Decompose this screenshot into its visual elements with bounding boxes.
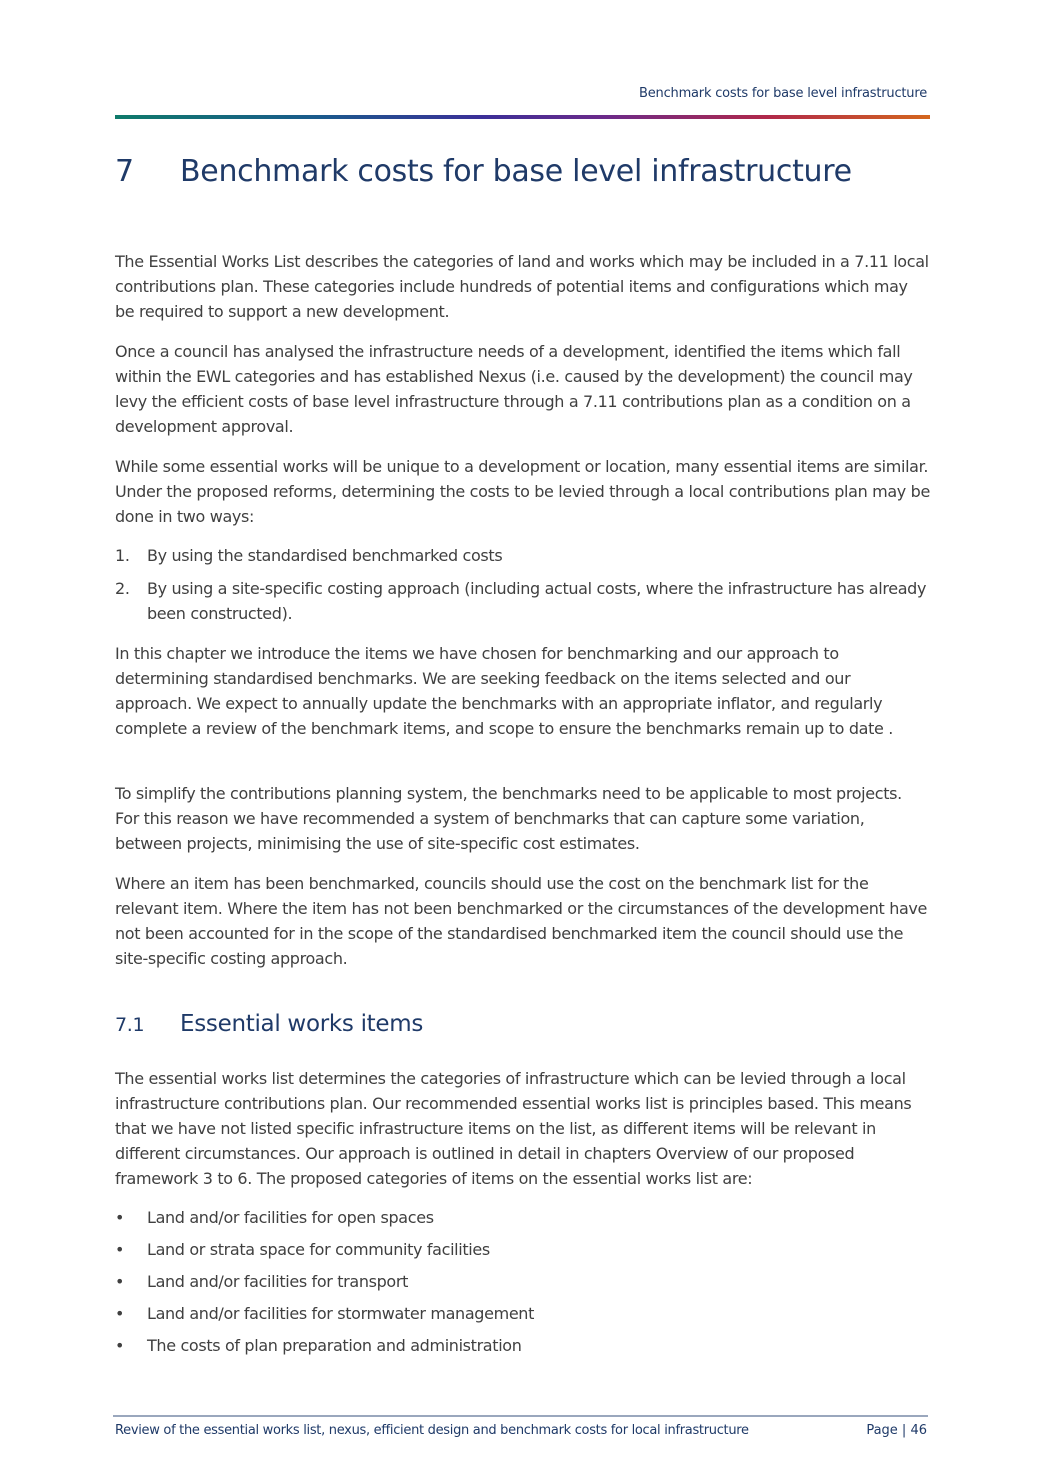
list-item bbox=[115, 1333, 930, 1358]
list-marker: 2. bbox=[115, 579, 130, 598]
paragraph-1: The Essential Works List describes the categories of land and works which may be included in a 7.11 local contributions plan. These categories include hundreds of potential items and configurations which may be required to support a new development. bbox=[115, 252, 929, 321]
paragraph-4: In this chapter we introduce the items we have chosen for benchmarking and our approach to determining standardised benchmarks. We are seeking feedback on the items selected and our approach. We expect to annually update the benchmarks with an appropriate inflator, and regularly complete a review of the benchmark items, and scope to ensure the benchmarks remain up to date . bbox=[115, 644, 893, 738]
list-item bbox=[115, 1269, 930, 1294]
list-item-text: By using a site-specific costing approach (including actual costs, where the infrastructure has already been constructed). bbox=[147, 579, 927, 623]
bullet-marker: • bbox=[115, 1208, 125, 1227]
section-paragraph: The essential works list determines the categories of infrastructure which can be levied through a local infrastructure contributions plan. Our recommended essential works list is principles based. This means that we have not listed specific infrastructure items on the list, as different items will be relevant in different circumstances. Our approach is outlined in detail in chapters Overview of our proposed framework 3 to 6. The proposed categories of items on the essential works list are: bbox=[115, 1069, 912, 1188]
list-item bbox=[115, 1205, 930, 1230]
bullet-marker: • bbox=[115, 1336, 125, 1355]
chapter-heading bbox=[115, 154, 915, 189]
section-title: Essential works items bbox=[180, 1011, 424, 1037]
section-number: 7.1 bbox=[115, 1014, 145, 1036]
list-item-text: The costs of plan preparation and administration bbox=[147, 1336, 522, 1355]
list-item-text: By using the standardised benchmarked costs bbox=[147, 546, 503, 565]
list-item bbox=[115, 576, 930, 626]
list-item bbox=[115, 543, 930, 568]
chapter-number: 7 bbox=[115, 154, 134, 189]
paragraph-2: Once a council has analysed the infrastructure needs of a development, identified the items which fall within the EWL categories and has established Nexus (i.e. caused by the development) the council may levy the efficient costs of base level infrastructure through a 7.11 contributions plan as a condition on a development approval. bbox=[115, 342, 913, 436]
bullet-marker: • bbox=[115, 1272, 125, 1291]
bullet-list bbox=[115, 1205, 930, 1358]
running-header: Benchmark costs for base level infrastructure bbox=[639, 86, 927, 101]
footer-document-title: Review of the essential works list, nexus, efficient design and benchmark costs for local infrastructure bbox=[115, 1423, 749, 1438]
list-item bbox=[115, 1237, 930, 1262]
list-item-text: Land or strata space for community facilities bbox=[147, 1240, 490, 1259]
list-marker: 1. bbox=[115, 546, 130, 565]
section-heading bbox=[115, 1011, 423, 1037]
paragraph-3: While some essential works will be unique to a development or location, many essential items are similar. Under the proposed reforms, determining the costs to be levied through a local contributions plan may be done in two ways: bbox=[115, 457, 930, 526]
footer-rule bbox=[113, 1415, 928, 1417]
chapter-title: Benchmark costs for base level infrastructure bbox=[180, 154, 852, 189]
page-number: Page | 46 bbox=[866, 1423, 927, 1438]
list-item-text: Land and/or facilities for open spaces bbox=[147, 1208, 434, 1227]
list-item-text: Land and/or facilities for stormwater management bbox=[147, 1304, 535, 1323]
header-gradient-rule bbox=[115, 115, 930, 119]
bullet-marker: • bbox=[115, 1240, 125, 1259]
bullet-marker: • bbox=[115, 1304, 125, 1323]
paragraph-5: To simplify the contributions planning system, the benchmarks need to be applicable to most projects. For this reason we have recommended a system of benchmarks that can capture some variation, between projects, minimising the use of site-specific cost estimates. bbox=[115, 784, 902, 853]
list-item-text: Land and/or facilities for transport bbox=[147, 1272, 409, 1291]
list-item bbox=[115, 1301, 930, 1326]
numbered-list bbox=[115, 543, 930, 626]
paragraph-6: Where an item has been benchmarked, councils should use the cost on the benchmark list for the relevant item. Where the item has not been benchmarked or the circumstances of the development have not been accounted for in the scope of the standardised benchmarked item the council should use the site-specific costing approach. bbox=[115, 874, 928, 968]
